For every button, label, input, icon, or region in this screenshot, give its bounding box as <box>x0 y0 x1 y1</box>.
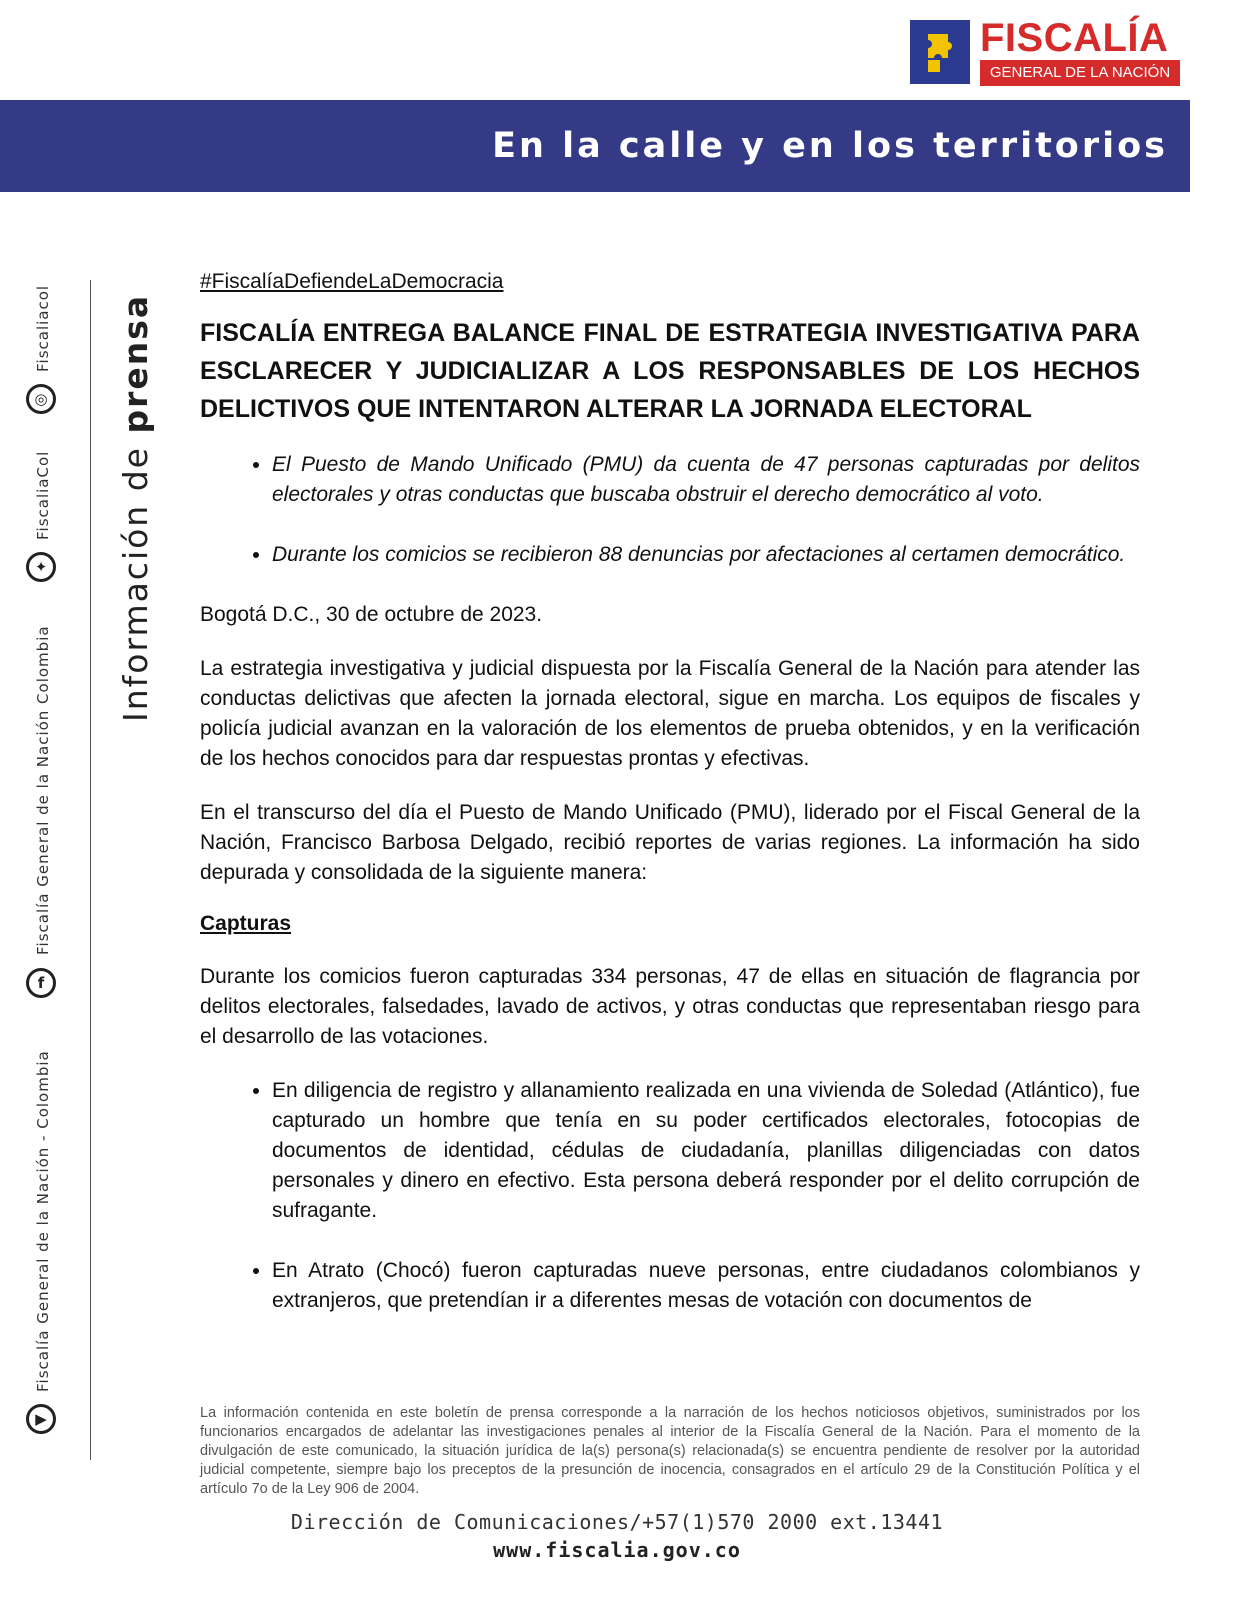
facebook-handle[interactable]: Fiscalía General de la Nación Colombia <box>34 625 52 955</box>
hashtag[interactable]: #FiscalíaDefiendeLaDemocracia <box>200 270 504 293</box>
highlights-list <box>200 450 1140 570</box>
twitter-handle[interactable]: FiscaliaCol <box>34 450 52 540</box>
capturas-list <box>200 1076 1140 1316</box>
headline: FISCALÍA ENTREGA BALANCE FINAL DE ESTRATEGIA INVESTIGATIVA PARA ESCLARECER Y JUDICIALIZAR A LOS RESPONSABLES DE LOS HECHOS DELICTIVOS QUE INTENTARON ALTERAR LA JORNADA ELECTORAL <box>200 319 1140 423</box>
info-label-regular: Información de <box>116 433 155 722</box>
capturas-item: • En diligencia de registro y allanamiento realizada en una vivienda de Soledad (Atlántico), fue capturado un hombre que tenía en su poder certificados electorales, fotocopias de documentos de identidad, cédulas de ciudadanía, planillas diligenciadas con datos personales y dinero en efectivo. Esta persona deberá responder por el delito corrupción de sufragante. <box>272 1076 1140 1226</box>
dateline: Bogotá D.C., 30 de octubre de 2023. <box>200 603 543 626</box>
capturas-intro: Durante los comicios fueron capturadas 334 personas, 47 de ellas en situación de flagrancia por delitos electorales, falsedades, lavado de activos, y otras conductas que representaban riesgo para el desarrollo de las votaciones. <box>200 965 1140 1048</box>
footer-contact: Dirección de Comunicaciones/+57(1)570 2000 ext.13441 <box>290 1510 944 1534</box>
logo-shield <box>910 20 970 84</box>
header-banner <box>0 100 1190 192</box>
fiscalia-logo <box>910 18 1180 86</box>
facebook-icon[interactable]: f <box>26 968 56 998</box>
paragraph: En el transcurso del día el Puesto de Mando Unificado (PMU), liderado por el Fiscal General de la Nación, Francisco Barbosa Delgado, recibió reportes de varias regiones. La información ha sido depurada y consolidada de la siguiente manera: <box>200 801 1140 884</box>
youtube-icon[interactable]: ▶ <box>26 1404 56 1434</box>
section-title-capturas: Capturas <box>200 912 292 935</box>
logo-wordmark: FISCALÍA <box>980 16 1169 60</box>
highlight-item: • El Puesto de Mando Unificado (PMU) da cuenta de 47 personas capturadas por delitos electorales y otras conductas que buscaba obstruir el derecho democrático al voto. <box>272 450 1140 510</box>
info-prensa-label <box>116 294 155 722</box>
instagram-handle[interactable]: Fiscaliacol <box>34 284 52 372</box>
logo-subtitle: GENERAL DE LA NACIÓN <box>980 60 1180 86</box>
youtube-handle[interactable]: Fiscalía General de la Nación - Colombia <box>34 1050 52 1392</box>
instagram-icon[interactable]: ◎ <box>26 384 56 414</box>
info-label-bold: prensa <box>116 293 155 434</box>
banner-slogan: En la calle y en los territorios <box>492 126 1168 166</box>
paragraph: La estrategia investigativa y judicial dispuesta por la Fiscalía General de la Nación para atender las conductas delictivas que afecten la jornada electoral, sigue en marcha. Los equipos de fiscales y policía judicial avanzan en la valoración de los elementos de prueba obtenidos, y en la verificación de los hechos conocidos para dar respuestas prontas y efectivas. <box>200 657 1140 770</box>
twitter-icon[interactable]: ✦ <box>26 552 56 582</box>
capturas-item: • En Atrato (Chocó) fueron capturadas nueve personas, entre ciudadanos colombianos y extranjeros, que pretendían ir a diferentes mesas de votación con documentos de <box>272 1256 1140 1316</box>
press-release-body <box>200 270 1140 1346</box>
side-divider <box>90 280 91 1460</box>
legal-disclaimer: La información contenida en este boletín de prensa corresponde a la narración de los hechos noticiosos objetivos, suministrados por los funcionarios encargados de adelantar las investigaciones penales al interior de la Fiscalía General de la Nación. Para el momento de la divulgación de este comunicado, la situación jurídica de la(s) persona(s) relacionada(s) se encuentra pendiente de resolver por la autoridad judicial competente, siempre bajo los preceptos de la presunción de inocencia, consagrados en el artículo 29 de la Constitución Política y el artículo 7o de la Ley 906 de 2004. <box>200 1405 1140 1497</box>
puzzle-icon <box>922 30 958 76</box>
footer-website[interactable]: www.fiscalia.gov.co <box>493 1538 741 1562</box>
highlight-item: • Durante los comicios se recibieron 88 denuncias por afectaciones al certamen democrático. <box>272 540 1140 570</box>
